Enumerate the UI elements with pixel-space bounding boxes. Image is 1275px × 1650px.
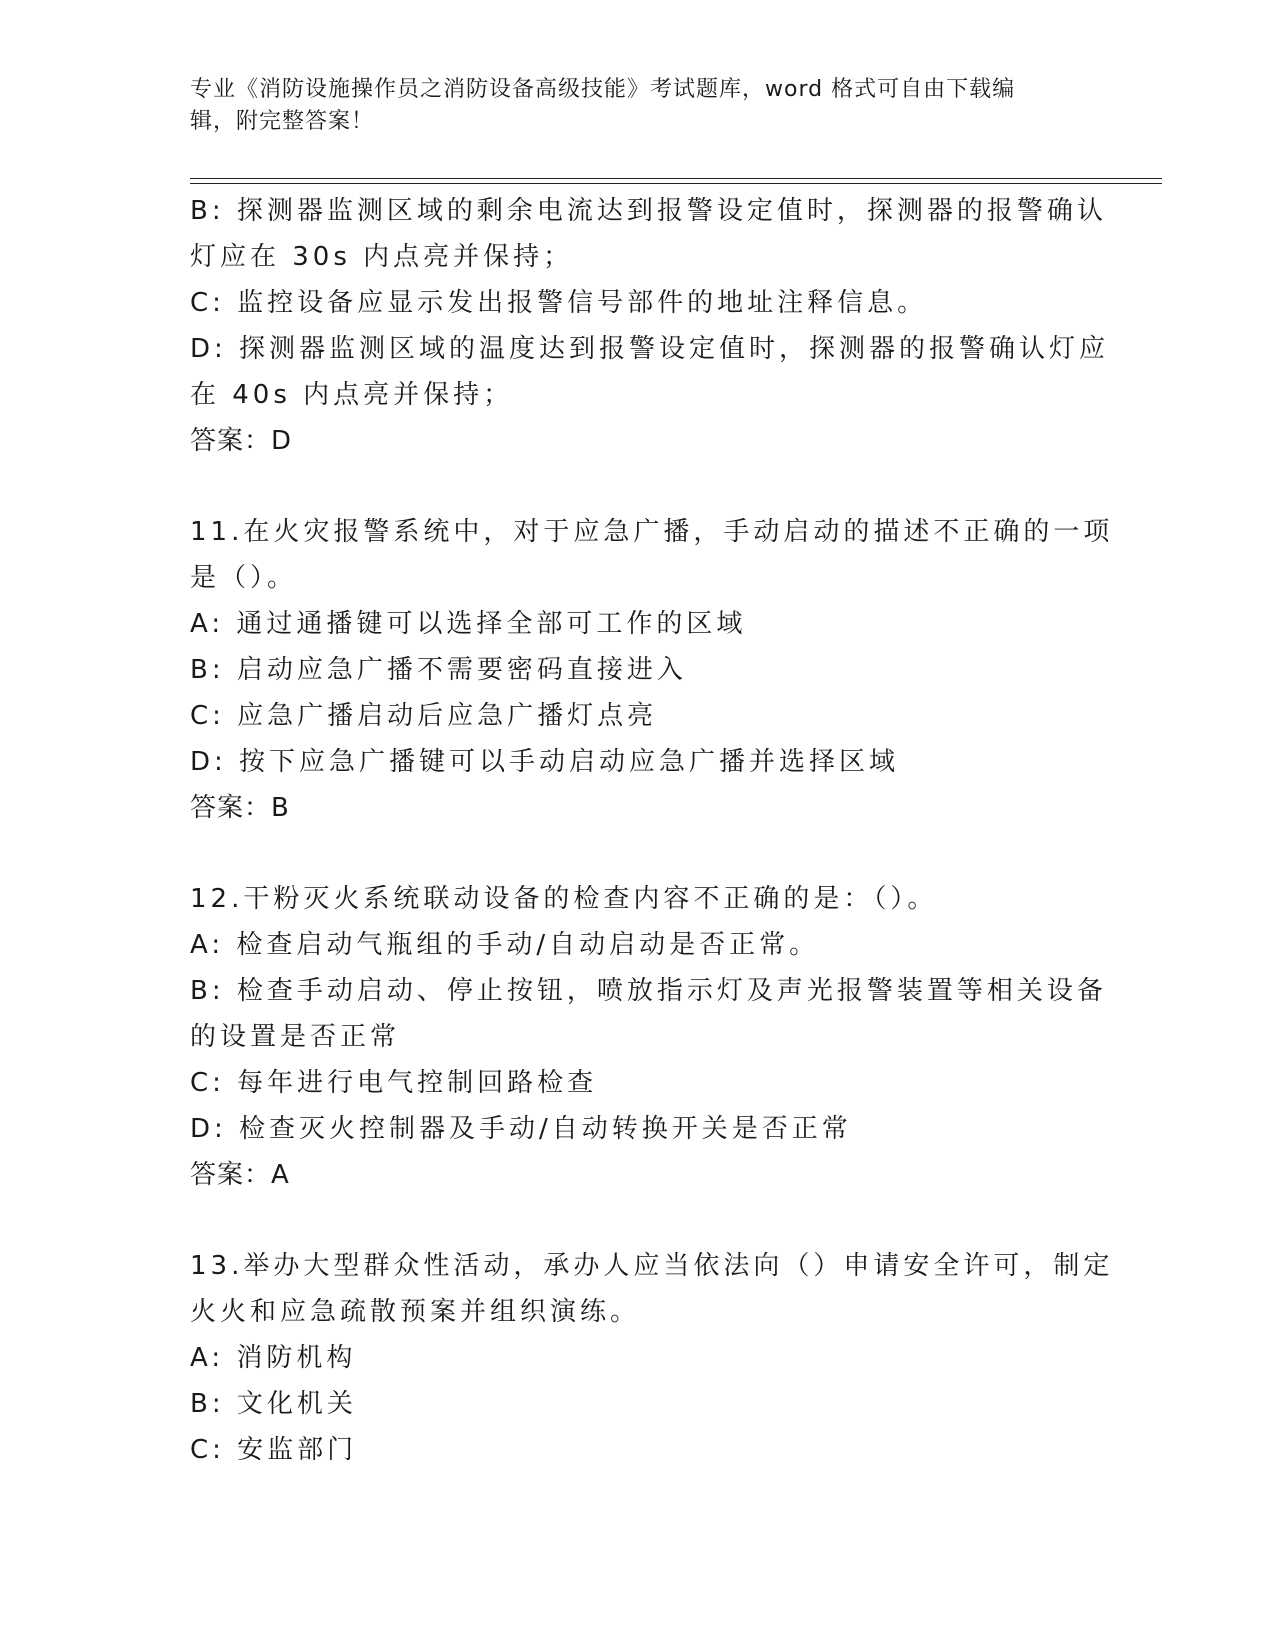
option-c: C: 每年进行电气控制回路检查 [190,1068,598,1098]
question-stem: 13.举办大型群众性活动，承办人应当依法向（）申请安全许可，制定 [190,1251,1114,1281]
option-d: D: 检查灭火控制器及手动/自动转换开关是否正常 [190,1114,852,1144]
option-b: B: 检查手动启动、停止按钮，喷放指示灯及声光报警装置等相关设备 [190,976,1107,1006]
header-divider-top [190,178,1162,179]
question-content [190,188,1114,1473]
option-b-line: B: 探测器监测区域的剩余电流达到报警设定值时，探测器的报警确认 [190,196,1107,226]
spacer [190,831,1090,876]
spacer [190,464,1090,509]
question-stem-cont: 是（）。 [190,563,298,593]
option-b: B: 启动应急广播不需要密码直接进入 [190,655,687,685]
option-c: C: 安监部门 [190,1435,358,1465]
option-a: A: 消防机构 [190,1343,357,1373]
question-stem: 11.在火灾报警系统中，对于应急广播，手动启动的描述不正确的一项 [190,517,1114,547]
option-c-line: C: 监控设备应显示发出报警信号部件的地址注释信息。 [190,288,928,318]
question-stem-cont: 火火和应急疏散预案并组织演练。 [190,1297,641,1327]
option-d-line-cont: 在 40s 内点亮并保持； [190,380,514,410]
question-block-prev [190,188,1110,464]
option-a: A: 通过通播键可以选择全部可工作的区域 [190,609,747,639]
header-line-1: 专业《消防设施操作员之消防设备高级技能》考试题库，word 格式可自由下载编 [190,77,1016,102]
question-11 [190,509,1114,831]
header-line-2: 辑，附完整答案！ [190,109,375,134]
answer-line: 答案：B [190,793,290,823]
answer-line: 答案：A [190,1160,290,1190]
question-stem: 12.干粉灭火系统联动设备的检查内容不正确的是：（）。 [190,884,938,914]
option-a: A: 检查启动气瓶组的手动/自动启动是否正常。 [190,930,820,960]
option-c: C: 应急广播启动后应急广播灯点亮 [190,701,658,731]
spacer [190,1198,1090,1243]
answer-line: 答案：D [190,426,293,456]
option-d: D: 按下应急广播键可以手动启动应急广播并选择区域 [190,747,900,777]
question-12 [190,876,1107,1198]
option-b-cont: 的设置是否正常 [190,1022,401,1052]
document-header [190,74,1070,138]
option-d-line: D: 探测器监测区域的温度达到报警设定值时，探测器的报警确认灯应 [190,334,1110,364]
header-divider-bottom [190,183,1162,184]
option-b-line-cont: 灯应在 30s 内点亮并保持； [190,242,574,272]
option-b: B: 文化机关 [190,1389,357,1419]
question-13 [190,1243,1114,1473]
